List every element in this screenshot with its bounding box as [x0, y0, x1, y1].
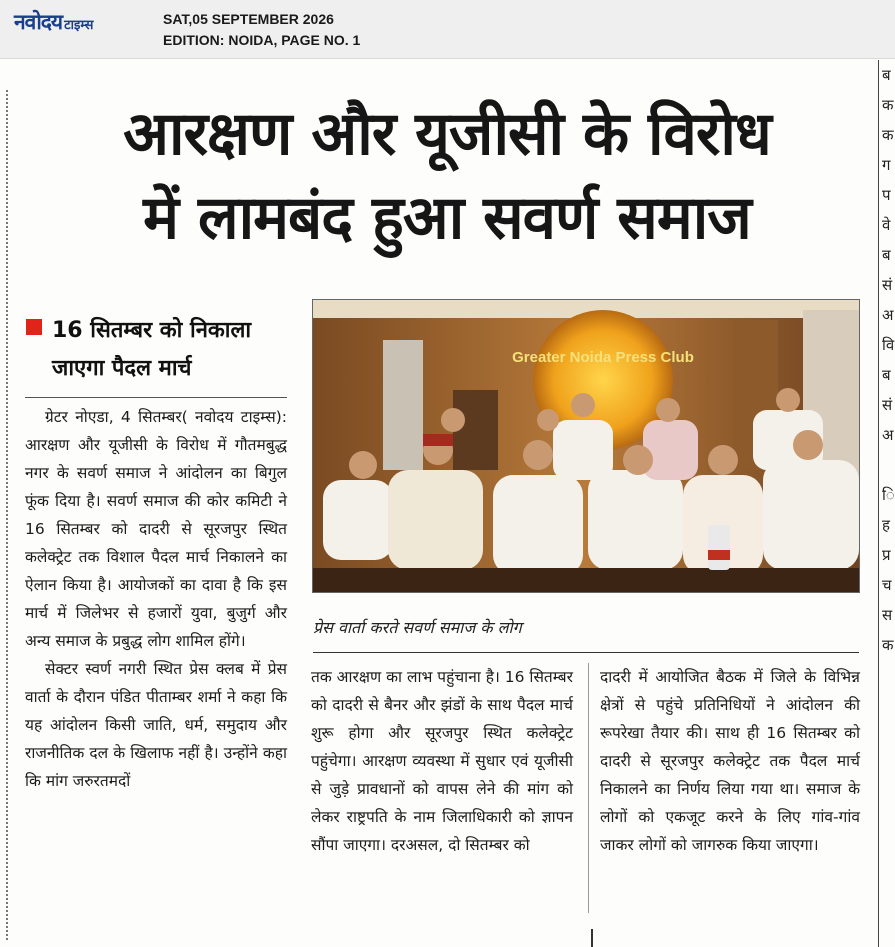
next-headline-fragment: [0, 915, 895, 947]
subhead-line-2: जाएगा पैदल मार्च: [52, 356, 192, 381]
article-column-2: [311, 663, 573, 859]
article-paragraph: ग्रेटर नोएडा, 4 सितम्बर( नवोदय टाइम्स): आरक्षण और यूजीसी के विरोध में गौतमबुद्ध नगर के सवर्ण समाज ने आंदोलन का बिगुल फूंक दिया है। सवर्ण समाज की कोर कमिटी ने 16 सितम्बर को दादरी से सूरजपुर स्थित कलेक्ट्रेट तक विशाल पैदल मार्च निकालने का ऐलान किया है। आयोजकों का दावा है कि इस मार्च में जिलेभर से हजारों युवा, बुजुर्ग और अन्य समाज के प्रबुद्ध लोग शामिल होंगे।: [25, 408, 287, 650]
subhead-line-1: 16 सितम्बर को निकाला: [52, 318, 252, 343]
article-paragraph: तक आरक्षण का लाभ पहुंचाना है। 16 सितम्बर को दादरी से बैनर और झंडों के साथ पैदल मार्च शुरू होगा और सूरजपुर स्थित कलेक्ट्रेट पहुंचेगा। आरक्षण व्यवस्था में सुधार एवं यूजीसी से जुड़े प्रावधानों को वापस लेने की मांग को लेकर राष्ट्रपति के नाम जिलाधिकारी को ज्ञापन सौंपा जाएगा। दरअसल, दो सितम्बर को: [311, 668, 573, 854]
caption-rule: [313, 652, 859, 653]
column-separator: [588, 663, 589, 913]
photo-illustration: [313, 300, 859, 592]
subheadline: [26, 312, 291, 388]
logo-text: नवोदय: [14, 10, 63, 34]
edition-page: EDITION: NOIDA, PAGE NO. 1: [163, 32, 361, 48]
edition-date: SAT,05 SEPTEMBER 2026: [163, 11, 334, 27]
article-paragraph: दादरी में आयोजित बैठक में जिले के विभिन्न क्षेत्रों से पहुंचे प्रतिनिधियों ने आंदोलन की रूपरेखा तैयार की। साथ ही 16 सितम्बर को दादरी से सूरजपुर कलेक्ट्रेट तक पैदल मार्च निकालने का निर्णय लिया गया था। समाज के लोगों को एकजूट करने के लिए गांव-गांव जाकर लोगों को जागरुक किया जाएगा।: [600, 668, 860, 854]
article-column-1: [25, 403, 287, 795]
logo-subtext: टाइम्स: [64, 18, 94, 33]
photo-caption: प्रेस वार्ता करते सवर्ण समाज के लोग: [313, 618, 522, 637]
dotted-divider: [6, 90, 8, 940]
headline-line-2: में लामबंद हुआ सवर्ण समाज: [143, 183, 751, 253]
article-column-3: [600, 663, 860, 859]
column-separator: [591, 929, 593, 947]
newspaper-logo: [14, 8, 93, 36]
adjacent-article-strip: ब क क ग प वे ब सं अ वि ब सं अ ि ह प्र च स क: [878, 60, 895, 947]
article-paragraph: सेक्टर स्वर्ण नगरी स्थित प्रेस क्लब में प्रेस वार्ता के दौरान पंडित पीताम्बर शर्मा ने कहा कि यह आंदोलन किसी जाति, धर्म, समुदाय और राजनीतिक दल के खिलाफ नहीं है। उन्होंने कहा कि मांग जरुरतमदों: [25, 660, 287, 790]
masthead-bar: [0, 0, 895, 59]
headline: [22, 92, 872, 260]
press-club-banner-text: Greater Noida Press Club: [512, 349, 694, 366]
red-square-icon: [26, 319, 42, 335]
edition-info: [163, 9, 360, 51]
press-conference-photo: [313, 300, 859, 592]
headline-line-1: आरक्षण और यूजीसी के विरोध: [123, 99, 771, 169]
subhead-rule: [25, 397, 287, 398]
